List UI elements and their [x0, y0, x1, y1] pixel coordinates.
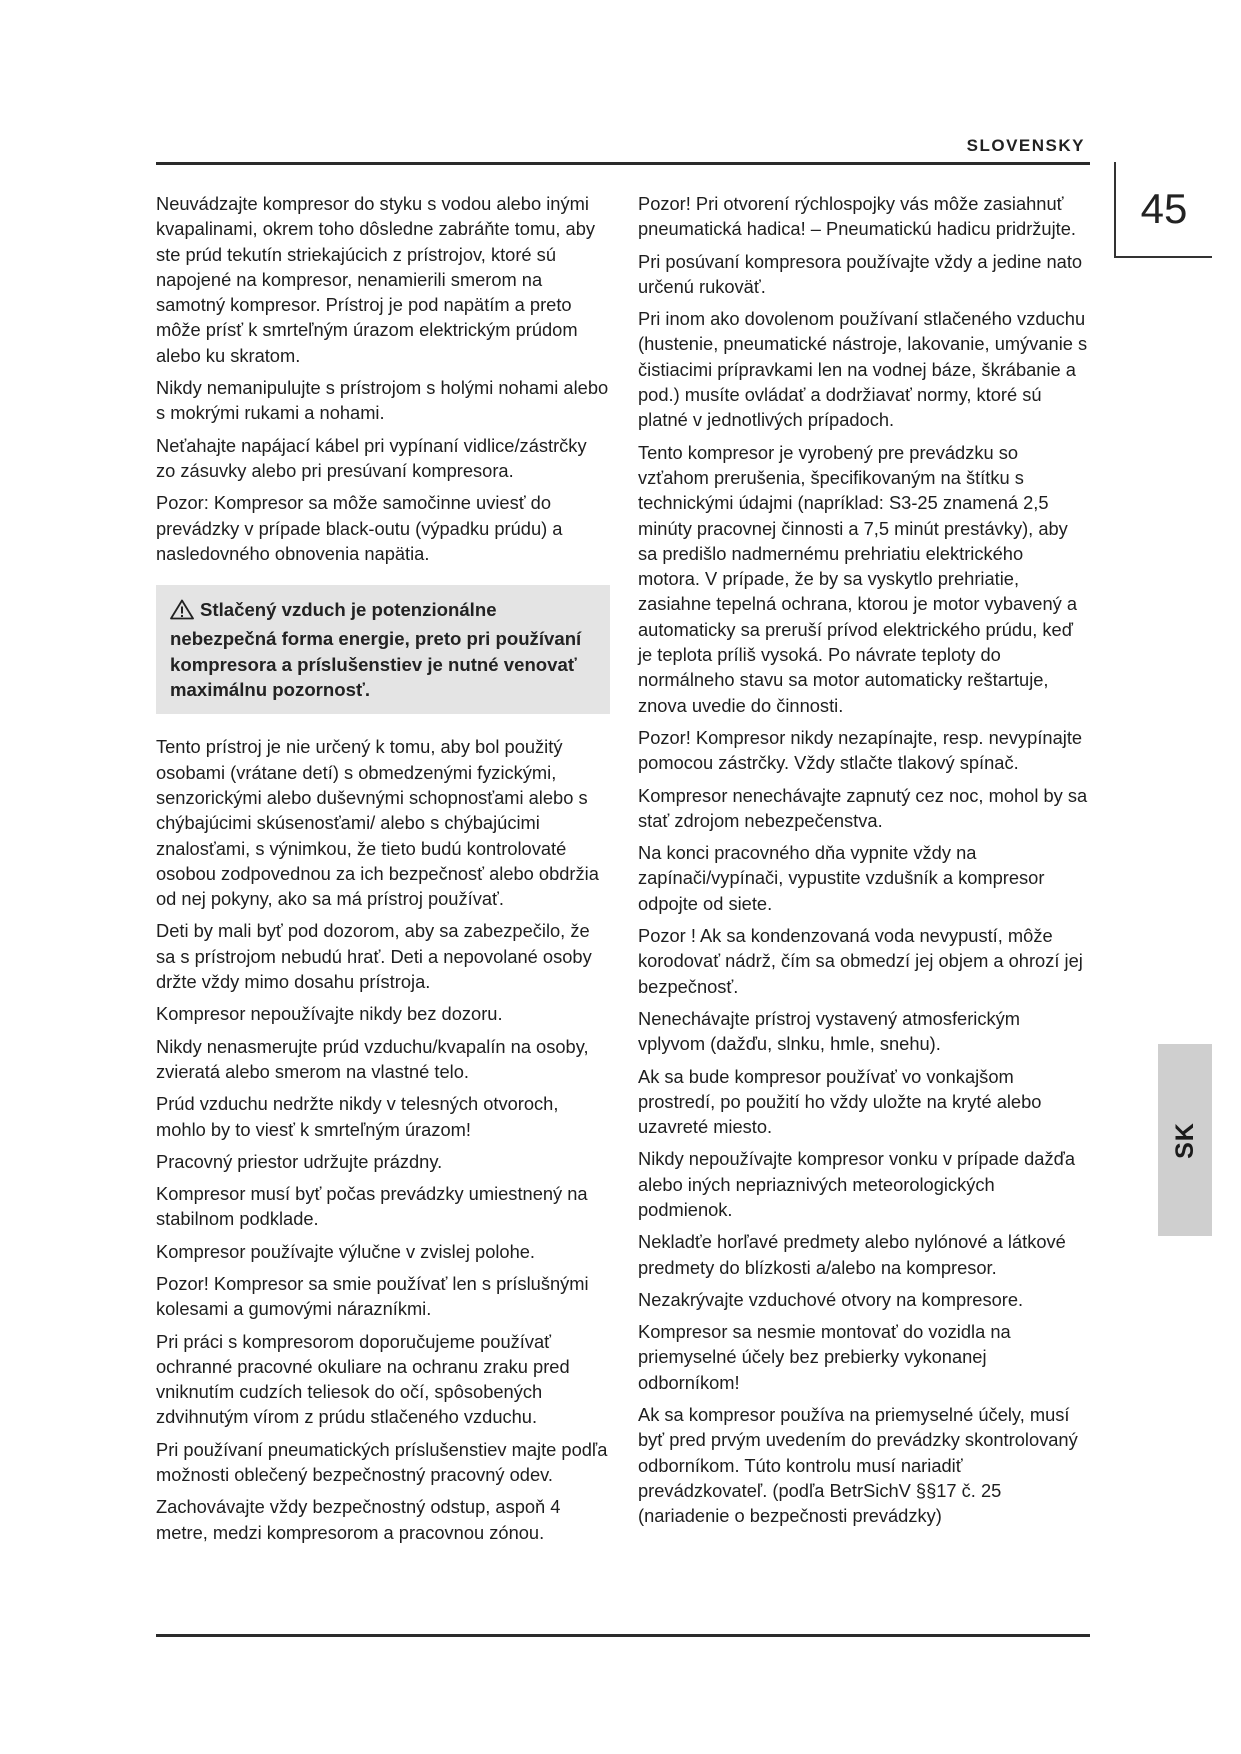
paragraph: Kompresor sa nesmie montovať do vozidla na priemyselné účely bez prebierky vykonanej odborníkom! — [638, 1321, 1011, 1393]
paragraph: Prúd vzduchu nedržte nikdy v telesných otvoroch, mohlo by to viesť k smrteľným úrazom! — [156, 1093, 559, 1140]
paragraph: Ak sa bude kompresor používať vo vonkajšom prostredí, po použití ho vždy uložte na kryté alebo uzavreté miesto. — [638, 1065, 1042, 1138]
paragraph: Na konci pracovného dňa vypnite vždy na zapínači/vypínači, vypustite vzdušník a kompresor odpojte od siete. — [638, 842, 1045, 914]
paragraph: Nikdy nemanipulujte s prístrojom s holými nohami alebo s mokrými rukami a nohami. — [156, 377, 609, 424]
left-column — [156, 191, 610, 1552]
paragraph: Nikdy nepoužívajte kompresor vonku v prípade dažďa alebo iných nepriaznivých meteorologických podmienok. — [638, 1148, 1076, 1220]
paragraph: Ak sa kompresor používa na priemyselné účely, musí byť pred prvým uvedením do prevádzky skontrolovaný odborníkom. Túto kontrolu musí nariadiť prevádzkovateľ. (podľa BetrSichV §§17 č. 25 (nariadenie o bezpečnosti prevádzky) — [638, 1404, 1078, 1527]
paragraph: Pozor! Pri otvorení rýchlospojky vás môže zasiahnuť pneumatická hadica! – Pneumatickú hadicu pridržujte. — [638, 193, 1076, 240]
paragraph: Pri používaní pneumatických príslušenstiev majte podľa možnosti oblečený bezpečnostný pracovný odev. — [156, 1438, 608, 1486]
paragraph: Zachovávajte vždy bezpečnostný odstup, aspoň 4 metre, medzi kompresorom a pracovnou zónou. — [156, 1496, 561, 1543]
paragraph: Neuvádzajte kompresor do styku s vodou alebo inými kvapalinami, okrem toho dôsledne zabráňte tomu, aby ste prúd tekutín striekajúcich z prístrojov, ktoré sú napojené na kompresor, nenamierili smerom na samotný kompresor. Prístroj je pod napätím a preto môže prísť k smrteľným úrazom elektrickým prúdom alebo ku skratom. — [156, 193, 595, 366]
paragraph: Kompresor musí byť počas prevádzky umiestnený na stabilnom podklade. — [156, 1183, 588, 1230]
paragraph: Kompresor nenechávajte zapnutý cez noc, mohol by sa stať zdrojom nebezpečenstva. — [638, 784, 1088, 831]
paragraph: Nikdy nenasmerujte prúd vzduchu/kvapalín na osoby, zvieratá alebo smerom na vlastné telo. — [156, 1035, 589, 1082]
paragraph: Nezakrývajte vzduchové otvory na kompresore. — [638, 1288, 1024, 1310]
language-header: SLOVENSKY — [966, 136, 1085, 155]
paragraph: Pozor: Kompresor sa môže samočinne uviesť do prevádzky v prípade black-outu (výpadku prúdu) a nasledovného obnovenia napätia. — [156, 492, 563, 564]
paragraph: Tento prístroj je nie určený k tomu, aby bol použitý osobami (vrátane detí) s obmedzenými fyzickými, senzorickými alebo duševnými schopnosťami alebo s chýbajúcimi skúsenosťami/ alebo s chýbajúcimi znalosťami, s výnimkou, že tieto budú kontrolovaté osobou zodpovednou za ich bezpečnosť alebo obdržia od nej pokyny, ako sa má prístroj používať. — [156, 736, 599, 910]
page-number-box — [1114, 162, 1212, 258]
paragraph: Pri inom ako dovolenom používaní stlačeného vzduchu (hustenie, pneumatické nástroje, lakovanie, umývanie s čistiacimi prípravkami len na vodnej báze, škrábanie a pod.) musíte ovládať a dodržiavať normy, ktoré sú platné v jednotlivých prípadoch. — [638, 308, 1088, 431]
warning-text: Stlačený vzduch je potenzionálne nebezpečná forma energie, preto pri používaní kompresora a príslušenstiev je nutné venovať maximálnu pozornosť. — [170, 599, 582, 701]
paragraph: Tento kompresor je vyrobený pre prevádzku so vzťahom prerušenia, špecifikovaným na štítku s technickými údajmi (napríklad: S3-25 znamená 2,5 minúty pracovnej činnosti a 7,5 minút prestávky), aby sa predišlo nadmernému prehriatiu elektrického motora. V prípade, že by sa vyskytlo prehriatie, zasiahne tepelná ochrana, ktorou je motor vybavený a automaticky sa preruší prívod elektrického prúdu, keď je teplota príliš vysoká. Po návrate teploty do normálneho stavu sa motor automaticky reštartuje, znova uvedie do činnosti. — [638, 441, 1078, 716]
paragraph: Pri práci s kompresorom doporučujeme používať ochranné pracovné okuliare na ochranu zraku pred vniknutím cudzích teliesok do očí, spôsobených zdvihnutým vírom z prúdu stlačeného vzduchu. — [156, 1330, 570, 1428]
language-side-tab-label: SK — [1170, 1121, 1199, 1159]
paragraph: Pri posúvaní kompresora používajte vždy a jedine nato určenú rukoväť. — [638, 250, 1083, 297]
footer-rule — [156, 1634, 1090, 1637]
paragraph: Kompresor používajte výlučne v zvislej polohe. — [156, 1240, 536, 1262]
paragraph: Kompresor nepoužívajte nikdy bez dozoru. — [156, 1003, 503, 1025]
warning-triangle-icon — [170, 599, 194, 626]
paragraph: Nenechávajte prístroj vystavený atmosferickým vplyvom (dažďu, slnku, hmle, snehu). — [638, 1007, 1021, 1055]
right-column — [638, 191, 1090, 1536]
page-number: 45 — [1140, 185, 1188, 232]
header-rule — [156, 162, 1090, 165]
paragraph: Pozor! Kompresor nikdy nezapínajte, resp. nevypínajte pomocou zástrčky. Vždy stlačte tlakový spínač. — [638, 726, 1083, 774]
paragraph: Pozor! Kompresor sa smie používať len s príslušnými kolesami a gumovými nárazníkmi. — [156, 1272, 589, 1320]
paragraph: Pozor ! Ak sa kondenzovaná voda nevypustí, môže korodovať nádrž, čím sa obmedzí jej objem a ohrozí jej bezpečnosť. — [638, 925, 1083, 997]
paragraph: Neťahajte napájací kábel pri vypínaní vidlice/zástrčky zo zásuvky alebo pri presúvaní kompresora. — [156, 434, 587, 481]
language-side-tab — [1158, 1044, 1212, 1236]
paragraph: Nekladťe horľavé predmety alebo nylónové a látkové predmety do blízkosti a/alebo na kompresor. — [638, 1231, 1066, 1278]
paragraph: Deti by mali byť pod dozorom, aby sa zabezpečilo, že sa s prístrojom nebudú hrať. Deti a nepovolané osoby držte vždy mimo dosahu prístroja. — [156, 920, 592, 993]
warning-box — [156, 585, 610, 714]
paragraph: Pracovný priestor udržujte prázdny. — [156, 1150, 443, 1172]
